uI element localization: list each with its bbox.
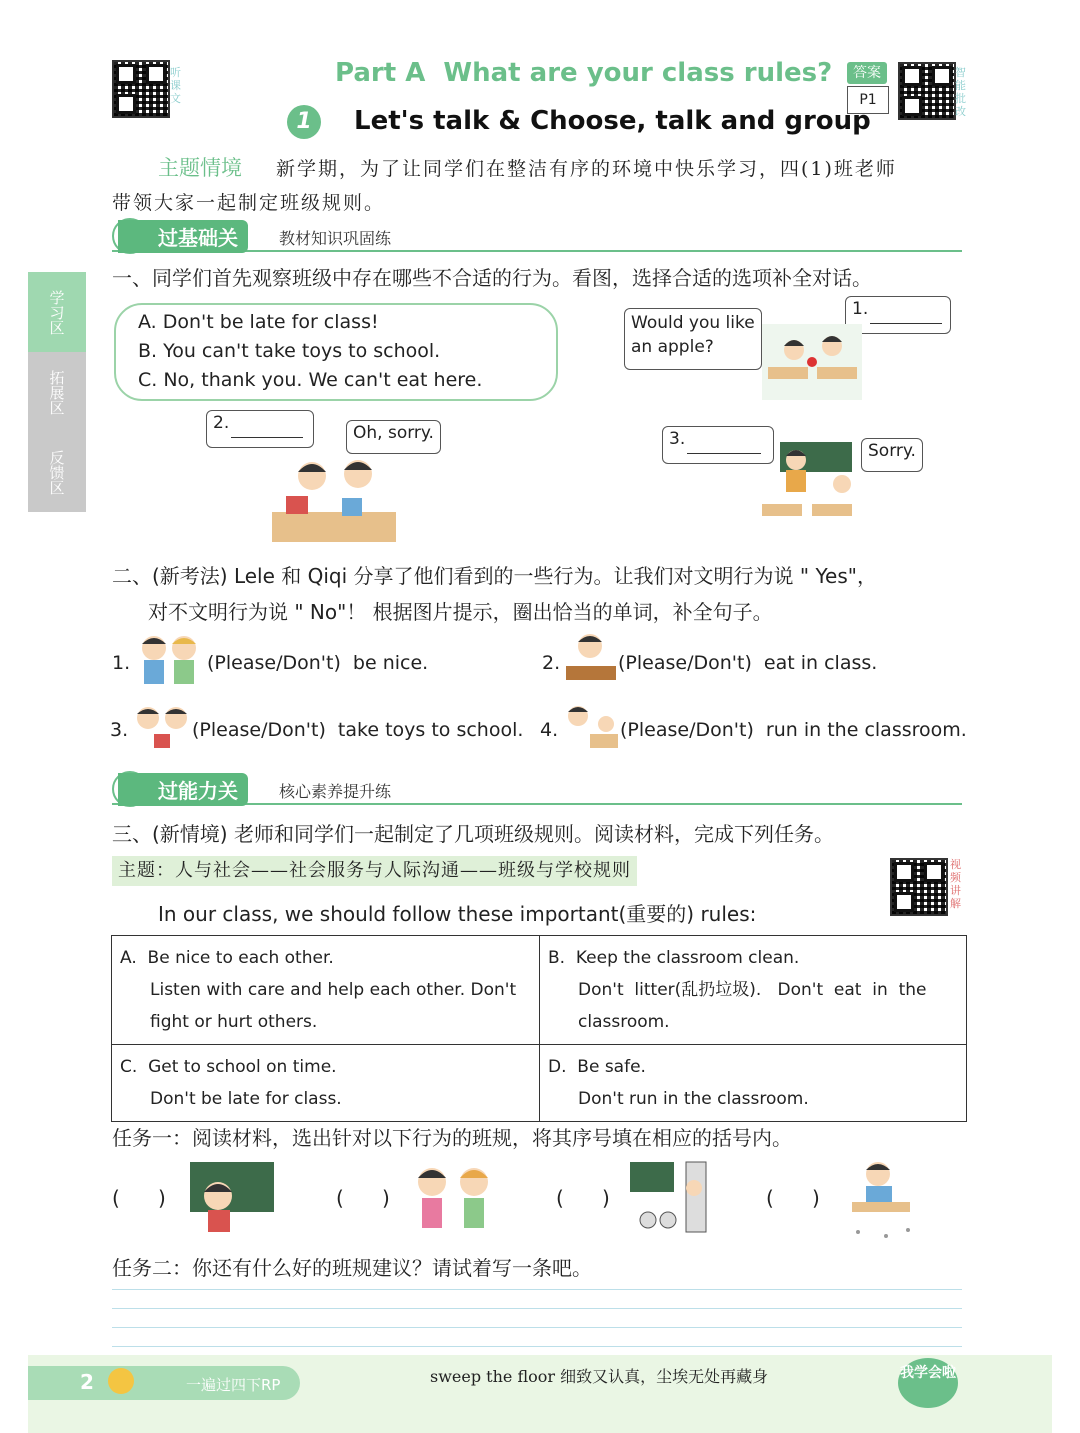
blank-1-label: 1. [852, 299, 869, 319]
task2-instruction: 任务二：你还有什么好的班规建议？请试着写一条吧。 [112, 1256, 592, 1280]
q1-option-c: C. No, thank you. We can't eat here. [138, 369, 483, 391]
writing-line-1[interactable] [112, 1289, 962, 1290]
page-number: 2 [80, 1370, 94, 1394]
q1-option-b: B. You can't take toys to school. [138, 340, 441, 362]
rule-b-title: B. Keep the classroom clean. [548, 948, 800, 968]
q2-item2-text[interactable]: (Please/Don't) eat in class. [618, 652, 878, 674]
lesson-title: Let's talk & Choose, talk and group [354, 106, 871, 136]
q1-instruction: 一、同学们首先观察班级中存在哪些不合适的行为。看图，选择合适的选项补全对话。 [112, 266, 872, 290]
illustration-eat-in-class [564, 630, 618, 690]
rule-a-cell [112, 936, 540, 1045]
illustration-littering-student [846, 1158, 926, 1242]
q1-option-a: A. Don't be late for class! [138, 311, 379, 333]
rule-c-body: Don't be late for class. [150, 1089, 342, 1109]
qr-code-listen[interactable] [112, 60, 170, 118]
tab-feedback-area[interactable]: 反馈区 [28, 432, 86, 512]
tab-study-area[interactable]: 学习区 [28, 272, 86, 352]
learned-badge[interactable]: 我学会啦 [898, 1358, 958, 1408]
q3-lead: In our class, we should follow these important(重要的) rules: [158, 902, 757, 926]
qr-code-grading[interactable] [898, 62, 956, 120]
rule-b-cell [540, 936, 967, 1045]
writing-line-4[interactable] [112, 1346, 962, 1347]
blank-2-label: 2. [213, 413, 230, 433]
qr-listen-label: 听课文 [170, 66, 181, 105]
q2-item2-num: 2. [542, 652, 561, 674]
illustration-be-nice [134, 632, 204, 690]
answer-page: P1 [847, 86, 889, 114]
illustration-late-student [188, 1160, 276, 1236]
rule-d-title: D. Be safe. [548, 1057, 646, 1077]
star-logo-icon [108, 1368, 134, 1394]
section1-subtitle: 教材知识巩固练 [279, 229, 392, 248]
task1-answer-2[interactable]: ( ) [336, 1186, 390, 1210]
rule-a-title: A. Be nice to each other. [120, 948, 334, 968]
q2-item3-text[interactable]: (Please/Don't) take toys to school. [192, 719, 524, 741]
q2-item1-text[interactable]: (Please/Don't) be nice. [207, 652, 429, 674]
writing-line-2[interactable] [112, 1308, 962, 1309]
rule-a-body1: Listen with care and help each other. Don't [150, 980, 517, 1000]
qr-code-video[interactable] [890, 858, 948, 916]
rule-c-cell [112, 1045, 540, 1122]
q2-item4-text[interactable]: (Please/Don't) run in the classroom. [620, 719, 967, 741]
rule-c-title: C. Get to school on time. [120, 1057, 337, 1077]
intro-text-line1: 新学期，为了让同学们在整洁有序的环境中快乐学习，四(1)班老师 [276, 158, 897, 180]
blank-2-bubble[interactable] [206, 410, 314, 448]
intro-label: 主题情境 [158, 156, 242, 180]
illustration-running-student [628, 1160, 708, 1238]
intro-text-line2: 带领大家一起制定班级规则。 [112, 192, 386, 214]
brand-name: 一遍过四下RP [186, 1376, 281, 1394]
lesson-number-badge: 1 [287, 105, 321, 139]
task1-answer-1[interactable]: ( ) [112, 1186, 166, 1210]
q3-instruction: 三、(新情境) 老师和同学们一起制定了几项班级规则。阅读材料，完成下列任务。 [112, 822, 834, 846]
illustration-late-for-class [756, 440, 860, 532]
section2-tag: 过能力关 [118, 773, 248, 806]
q2-item3-num: 3. [110, 719, 129, 741]
q2-item1-num: 1. [112, 652, 131, 674]
illustration-fighting-students [408, 1160, 498, 1236]
rules-table [111, 935, 967, 1122]
rule-d-cell [540, 1045, 967, 1122]
sidebar-tabs [28, 272, 86, 512]
task1-answer-4[interactable]: ( ) [766, 1186, 820, 1210]
task1-answer-3[interactable]: ( ) [556, 1186, 610, 1210]
bubble-oh-sorry: Oh, sorry. [346, 420, 441, 454]
q1-options-box [114, 303, 558, 401]
rule-b-body2: classroom. [578, 1012, 670, 1032]
q2-instruction-line1: 二、(新考法) Lele 和 Qiqi 分享了他们看到的一些行为。让我们对文明行为说 " Yes"， [112, 564, 877, 588]
rule-a-body2: fight or hurt others. [150, 1012, 318, 1032]
part-title: Part A What are your class rules? [335, 58, 833, 88]
blank-3-label: 3. [669, 429, 686, 449]
bubble-sorry: Sorry. [861, 438, 923, 472]
section1-tag: 过基础关 [118, 220, 248, 253]
q2-instruction-line2: 对不文明行为说 " No"！ 根据图片提示，圈出恰当的单词，补全句子。 [148, 600, 773, 624]
q3-theme: 主题：人与社会——社会服务与人际沟通——班级与学校规则 [112, 856, 637, 886]
qr-video-label: 视频讲解 [950, 858, 961, 910]
bubble-apple: Would you like an apple? [624, 308, 762, 370]
rule-b-body1: Don't litter(乱扔垃圾). Don't eat in the [578, 980, 927, 1000]
footer-slogan: sweep the floor 细致又认真，尘埃无处再藏身 [430, 1367, 769, 1386]
illustration-toys-to-school [134, 704, 190, 754]
task1-instruction: 任务一：阅读材料，选出针对以下行为的班规，将其序号填在相应的括号内。 [112, 1126, 792, 1150]
writing-line-3[interactable] [112, 1327, 962, 1328]
illustration-eating-in-class [762, 322, 862, 402]
qr-grading-label: 智能批改 [955, 66, 966, 118]
tab-extension-area[interactable]: 拓展区 [28, 352, 86, 432]
answer-badge[interactable]: 答案 [847, 62, 887, 84]
rule-d-body: Don't run in the classroom. [578, 1089, 809, 1109]
section2-subtitle: 核心素养提升练 [279, 782, 392, 801]
illustration-toys-at-school [272, 452, 396, 546]
illustration-run-in-classroom [560, 704, 620, 754]
q2-item4-num: 4. [540, 719, 559, 741]
